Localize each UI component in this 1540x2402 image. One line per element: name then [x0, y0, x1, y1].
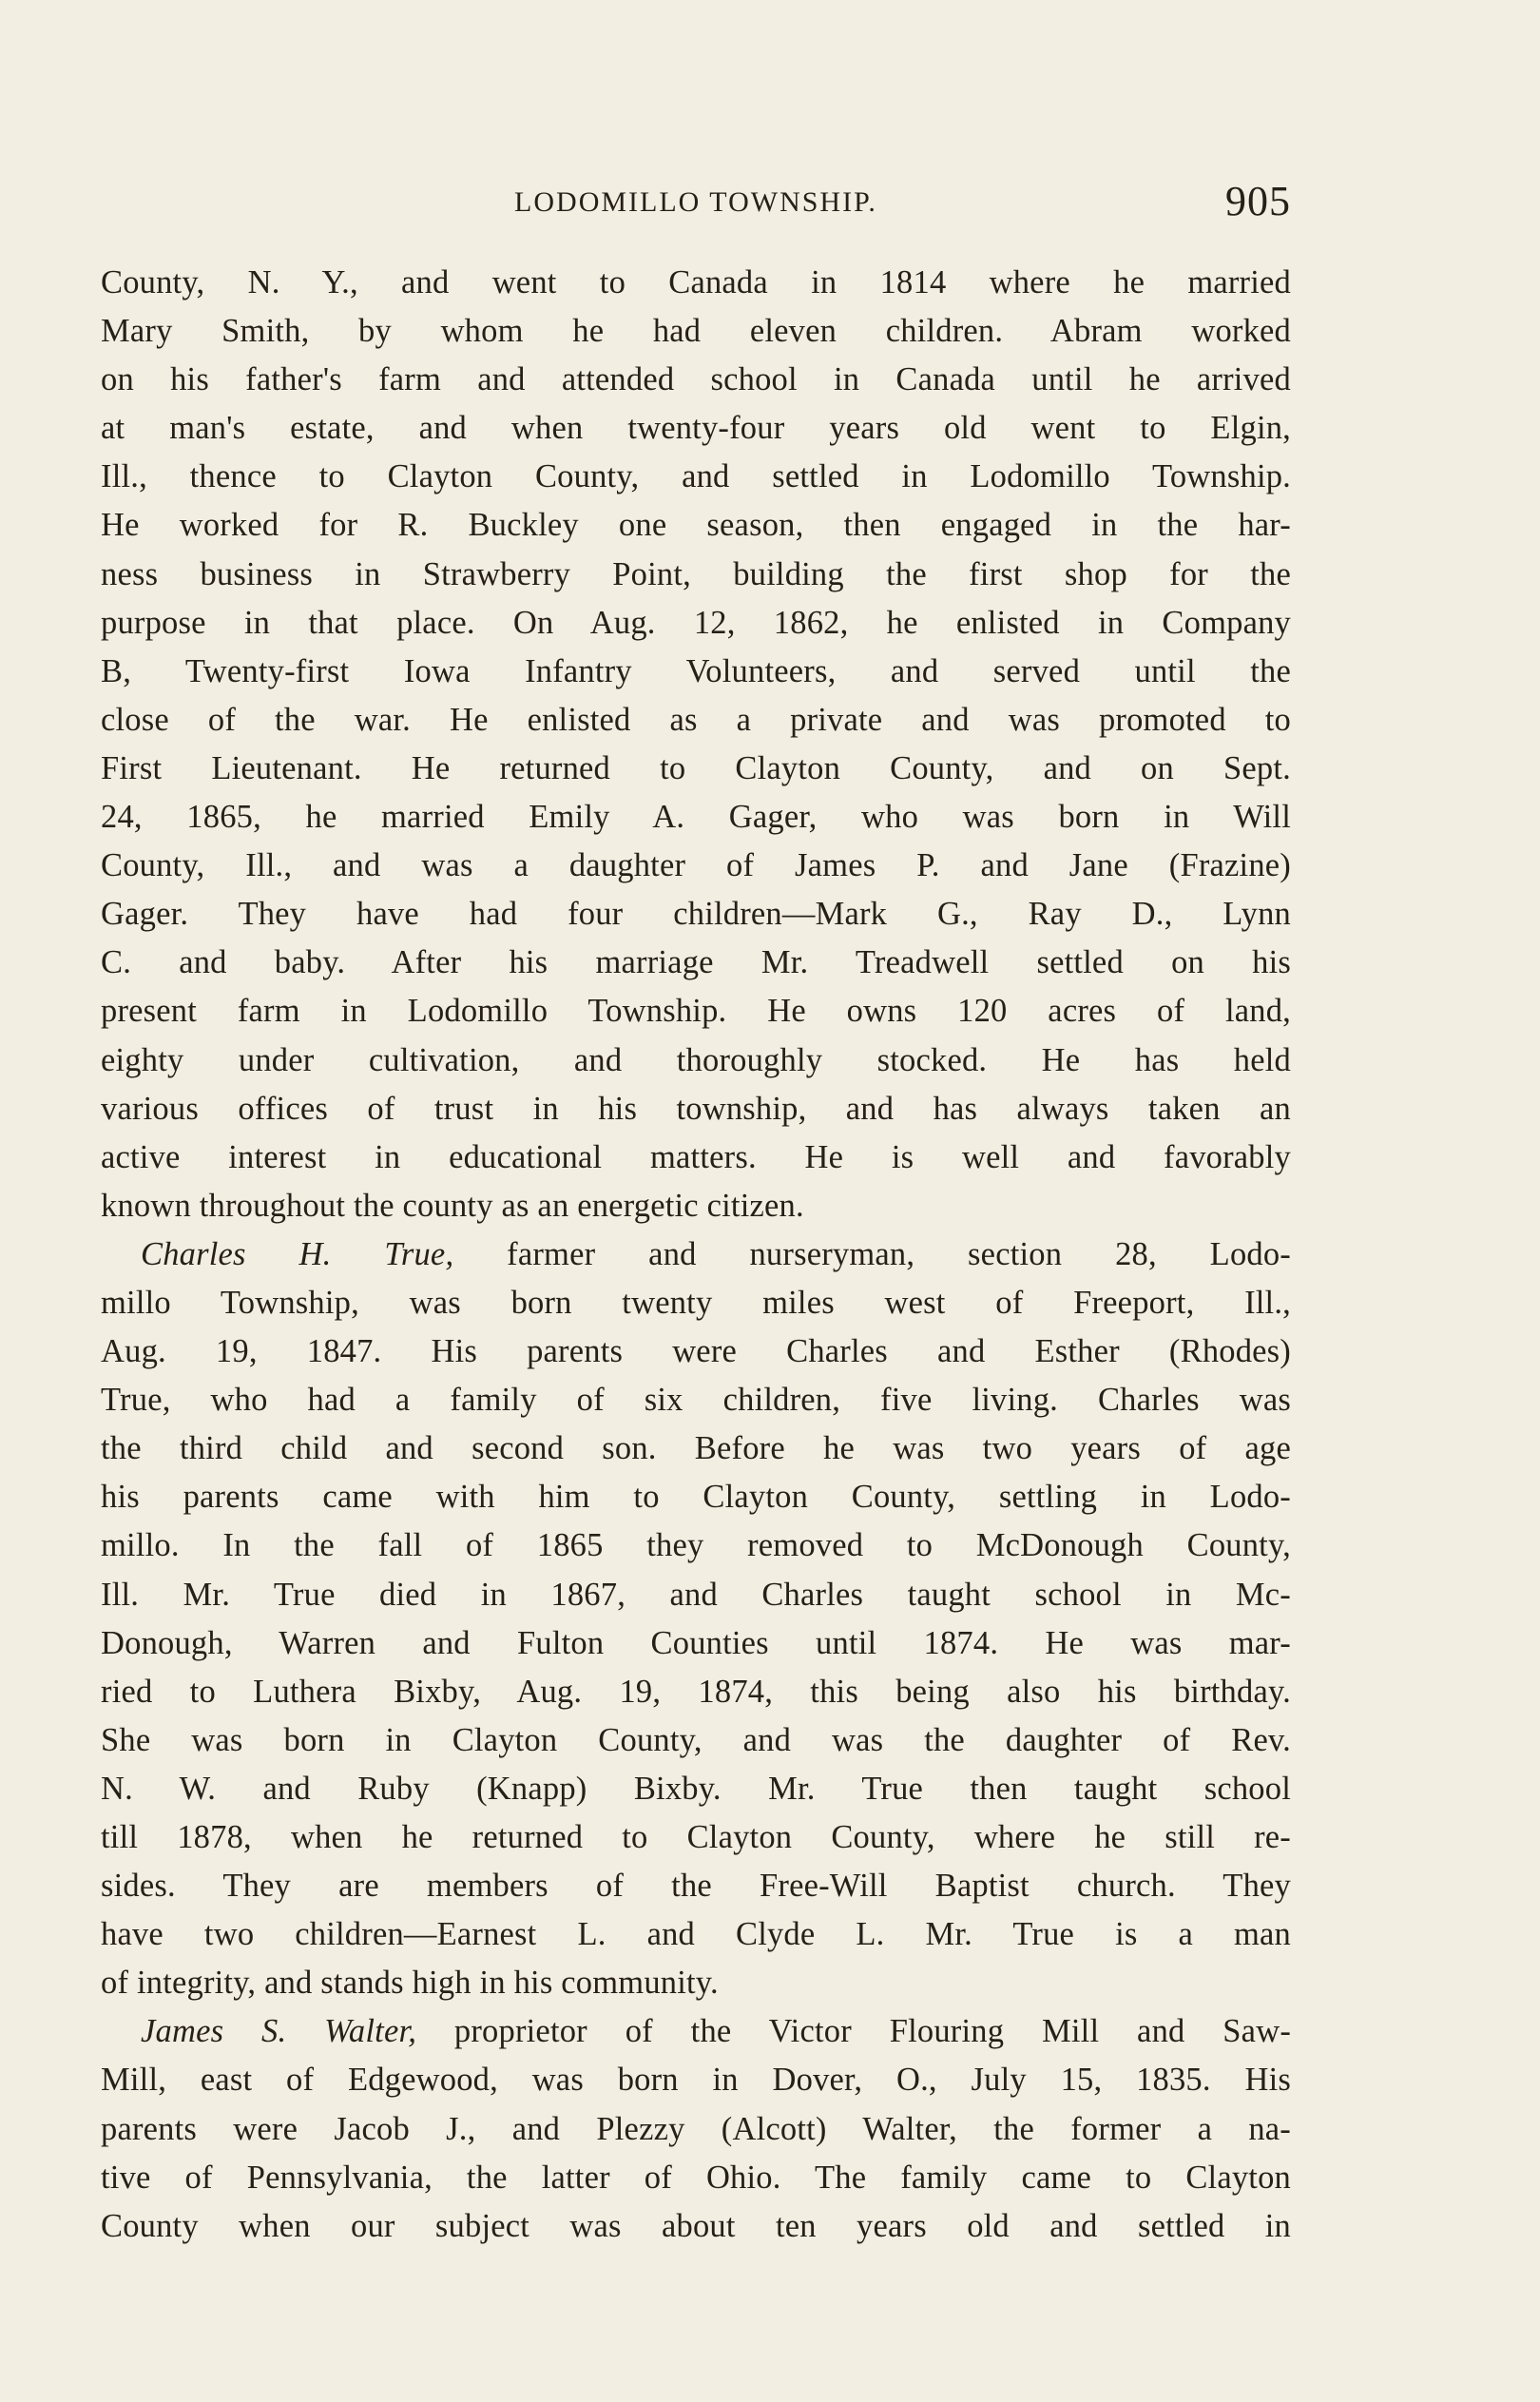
- text-line: [101, 453, 1291, 501]
- page-header: [101, 177, 1291, 234]
- line-text: the third child and second son. Before he was two years of age: [101, 1430, 1291, 1467]
- text-line: [101, 939, 1291, 987]
- text-line: [101, 1279, 1291, 1327]
- line-text: known throughout the county as an energetic citizen.: [101, 1187, 804, 1224]
- line-text: Mill, east of Edgewood, was born in Dover, O., July 15, 1835. His: [101, 2062, 1291, 2099]
- line-text: First Lieutenant. He returned to Clayton County, and on Sept.: [101, 749, 1291, 786]
- line-text: millo Township, was born twenty miles west of Freeport, Ill.,: [101, 1284, 1291, 1321]
- text-line: [101, 2154, 1291, 2202]
- text-line: [101, 1521, 1291, 1570]
- line-text: N. W. and Ruby (Knapp) Bixby. Mr. True then taught school: [101, 1770, 1291, 1807]
- text-line: [101, 1959, 1291, 2007]
- line-text: County, Ill., and was a daughter of James P. and Jane (Frazine): [101, 847, 1291, 884]
- text-line: [101, 793, 1291, 842]
- line-text: Aug. 19, 1847. His parents were Charles and Esther (Rhodes): [101, 1333, 1291, 1370]
- line-text: proprietor of the Victor Flouring Mill and Saw-: [416, 2013, 1292, 2050]
- text-line: [101, 1036, 1291, 1085]
- text-line: [101, 1182, 1291, 1230]
- text-line: [101, 1910, 1291, 1959]
- line-text: tive of Pennsylvania, the latter of Ohio. The family came to Clayton: [101, 2159, 1291, 2196]
- text-line: [101, 404, 1291, 453]
- text-line: [101, 356, 1291, 404]
- text-line: [101, 259, 1291, 307]
- text-line: [101, 1668, 1291, 1716]
- line-text: close of the war. He enlisted as a private and was promoted to: [101, 701, 1291, 738]
- line-text: purpose in that place. On Aug. 12, 1862, he enlisted in Company: [101, 604, 1291, 641]
- text-line: [101, 1085, 1291, 1133]
- line-text: True, who had a family of six children, five living. Charles was: [101, 1382, 1291, 1419]
- line-text: She was born in Clayton County, and was the daughter of Rev.: [101, 1721, 1291, 1758]
- line-text: Ill. Mr. True died in 1867, and Charles taught school in Mc-: [101, 1576, 1291, 1613]
- line-text: of integrity, and stands high in his community.: [101, 1965, 719, 2002]
- text-line: [101, 745, 1291, 793]
- text-line: [101, 551, 1291, 599]
- text-line: [101, 1473, 1291, 1521]
- line-text: Donough, Warren and Fulton Counties until 1874. He was mar-: [101, 1624, 1291, 1661]
- line-text: C. and baby. After his marriage Mr. Treadwell settled on his: [101, 944, 1291, 981]
- text-line: [101, 1716, 1291, 1765]
- text-line: [101, 1424, 1291, 1473]
- line-text: Gager. They have had four children—Mark G., Ray D., Lynn: [101, 896, 1291, 933]
- text-line: [101, 307, 1291, 356]
- text-line: [101, 890, 1291, 939]
- line-text: present farm in Lodomillo Township. He owns 120 acres of land,: [101, 993, 1291, 1030]
- text-line: [101, 1230, 1291, 1279]
- text-line: [101, 842, 1291, 890]
- line-text: B, Twenty-first Iowa Infantry Volunteers, and served until the: [101, 652, 1291, 689]
- line-text: farmer and nurseryman, section 28, Lodo-: [453, 1235, 1291, 1272]
- line-text: County when our subject was about ten years old and settled in: [101, 2207, 1291, 2244]
- text-line: [101, 2056, 1291, 2104]
- line-text: active interest in educational matters. He is well and favorably: [101, 1138, 1291, 1175]
- line-text: ness business in Strawberry Point, building the first shop for the: [101, 555, 1291, 592]
- line-text: 24, 1865, he married Emily A. Gager, who was born in Will: [101, 799, 1291, 836]
- text-line: [101, 1619, 1291, 1668]
- text-line: [101, 696, 1291, 745]
- line-text: his parents came with him to Clayton County, settling in Lodo-: [101, 1479, 1291, 1516]
- text-line: [101, 599, 1291, 648]
- page-number: 905: [1225, 178, 1291, 224]
- line-text: Mary Smith, by whom he had eleven children. Abram worked: [101, 313, 1291, 350]
- line-text: have two children—Earnest L. and Clyde L. Mr. True is a man: [101, 1916, 1291, 1953]
- text-line: [101, 1133, 1291, 1182]
- text-line: [101, 501, 1291, 550]
- line-text: till 1878, when he returned to Clayton County, where he still re-: [101, 1819, 1291, 1855]
- line-text: at man's estate, and when twenty-four years old went to Elgin,: [101, 410, 1291, 447]
- line-text: sides. They are members of the Free-Will Baptist church. They: [101, 1868, 1291, 1905]
- text-line: [101, 2007, 1291, 2056]
- line-text: ried to Luthera Bixby, Aug. 19, 1874, this being also his birthday.: [101, 1673, 1291, 1710]
- text-line: [101, 1376, 1291, 1424]
- text-line: [101, 1862, 1291, 1910]
- line-text: He worked for R. Buckley one season, then engaged in the har-: [101, 507, 1291, 544]
- running-title: LODOMILLO TOWNSHIP.: [514, 186, 877, 218]
- line-text: millo. In the fall of 1865 they removed to McDonough County,: [101, 1527, 1291, 1564]
- text-line: [101, 1327, 1291, 1376]
- line-text: Ill., thence to Clayton County, and settled in Lodomillo Township.: [101, 458, 1291, 495]
- line-text: various offices of trust in his township, and has always taken an: [101, 1090, 1291, 1127]
- text-line: [101, 2105, 1291, 2154]
- text-line: [101, 987, 1291, 1036]
- line-text: County, N. Y., and went to Canada in 1814 where he married: [101, 264, 1291, 300]
- biography-subject-name: Charles H. True,: [141, 1235, 454, 1272]
- text-line: [101, 1571, 1291, 1619]
- biography-subject-name: James S. Walter,: [141, 2013, 417, 2050]
- body-text: [101, 259, 1291, 2251]
- line-text: eighty under cultivation, and thoroughly stocked. He has held: [101, 1041, 1291, 1078]
- line-text: on his father's farm and attended school in Canada until he arrived: [101, 361, 1291, 398]
- text-line: [101, 2202, 1291, 2251]
- text-line: [101, 648, 1291, 696]
- text-line: [101, 1813, 1291, 1862]
- line-text: parents were Jacob J., and Plezzy (Alcott) Walter, the former a na-: [101, 2110, 1291, 2147]
- text-line: [101, 1765, 1291, 1813]
